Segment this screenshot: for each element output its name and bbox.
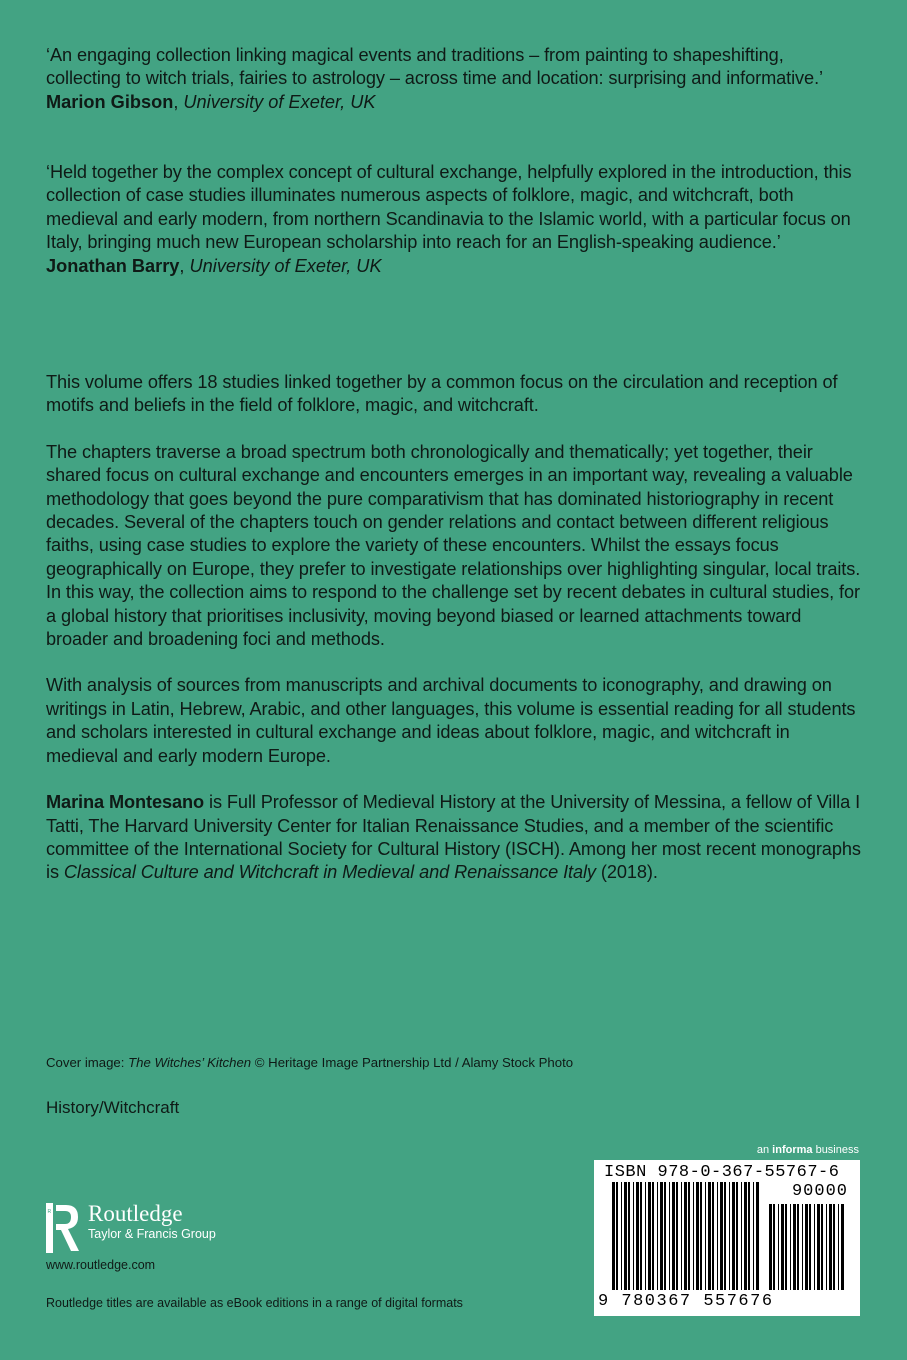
- author-name: Marina Montesano: [46, 792, 205, 813]
- publisher-group: Taylor & Francis Group: [88, 1227, 216, 1241]
- ean-bars: [612, 1182, 762, 1294]
- publisher-website[interactable]: www.routledge.com: [46, 1258, 156, 1272]
- barcode-bar: [645, 1182, 646, 1290]
- barcode-bar: [616, 1182, 618, 1290]
- isbn-number: ISBN 978-0-367-55767-6: [604, 1163, 840, 1182]
- barcode-bar: [684, 1182, 687, 1290]
- barcode-bar: [672, 1182, 675, 1290]
- credit-label: Cover image:: [46, 1055, 129, 1070]
- barcode-bar: [841, 1204, 844, 1290]
- book-description: [46, 371, 861, 885]
- informa-bold: informa: [772, 1144, 813, 1156]
- barcode-bar: [621, 1182, 622, 1290]
- barcode-bar: [705, 1182, 706, 1290]
- description-paragraph-2: The chapters traverse a broad spectrum both chronologically and thematically; yet together, their shared focus on cultural exchange and encounters emerges in an important way, revealing a valuable methodology that goes beyond the pure comparativism that has dominated historiography in recent decades. Several of the chapters touch on gender relations and contact between different religious faiths, using case studies to explore the variety of these encounters. Whilst the essays focus geographically on Europe, they prefer to investigate relationships over highlighting singular, local traits. In this way, the collection aims to respond to the challenge set by recent debates in cultural studies, for a global history that prioritises inclusivity, moving beyond biased or learned attachments toward broader and broadening foci and methods.: [46, 441, 861, 650]
- barcode-bar: [633, 1182, 634, 1290]
- barcode-bar: [809, 1204, 811, 1290]
- barcode-bar: [769, 1204, 772, 1290]
- barcode-bar: [628, 1182, 630, 1290]
- isbn-barcode: [594, 1160, 860, 1316]
- quote-text: ‘Held together by the complex concept of cultural exchange, helpfully explored in the introduction, this collection of case studies illuminates numerous aspects of folklore, magic, and witchcraft, both medieval and early modern, from northern Scandinavia to the Islamic world, with a particular focus on Italy, bringing much new European scholarship into reach for an English-speaking audience.’: [46, 162, 852, 253]
- barcode-bar: [790, 1204, 791, 1290]
- barcode-bar: [720, 1182, 723, 1290]
- barcode-bar: [741, 1182, 742, 1290]
- author-bio-text: is Full Professor of Medieval History at the University of Messina, a fellow of Villa I Tatti, The Harvard University Center for Italian Renaissance Studies, and a member of the scientific committee of the International Society for Cultural History (ISCH). Among her most recent monographs is: [46, 792, 861, 883]
- quote-attribution: Marion Gibson, University of Exeter, UK: [46, 91, 376, 112]
- barcode-bar: [773, 1204, 775, 1290]
- review-quote-2: [46, 161, 861, 278]
- barcode-bar: [624, 1182, 627, 1290]
- informa-prefix: an: [756, 1144, 773, 1156]
- barcode-bar: [681, 1182, 682, 1290]
- barcode-bar: [657, 1182, 658, 1290]
- reviewer-affiliation: University of Exeter, UK: [189, 255, 382, 276]
- review-quote-1: [46, 44, 861, 114]
- description-paragraph-1: This volume offers 18 studies linked together by a common focus on the circulation and reception of motifs and beliefs in the field of folklore, magic, and witchcraft.: [46, 372, 838, 416]
- barcode-bar: [753, 1182, 754, 1290]
- barcode-bar: [748, 1182, 750, 1290]
- barcode-bar: [802, 1204, 803, 1290]
- barcode-bar: [664, 1182, 666, 1290]
- barcode-bar: [648, 1182, 651, 1290]
- informa-business: [757, 1144, 859, 1156]
- subject-category: History/Witchcraft: [46, 1098, 180, 1117]
- addon-bars: [769, 1204, 844, 1294]
- barcode-bar: [696, 1182, 699, 1290]
- barcode-bar: [805, 1204, 808, 1290]
- barcode-bar: [708, 1182, 711, 1290]
- barcode-bar: [778, 1204, 779, 1290]
- routledge-logo: [46, 1203, 266, 1255]
- barcode-bar: [724, 1182, 726, 1290]
- informa-suffix: business: [812, 1144, 859, 1156]
- credit-title: The Witches’ Kitchen: [128, 1055, 252, 1070]
- barcode-bar: [797, 1204, 799, 1290]
- barcode-bar: [712, 1182, 714, 1290]
- barcode-bar: [612, 1182, 615, 1290]
- barcode-bar: [652, 1182, 654, 1290]
- barcode-bar: [729, 1182, 730, 1290]
- barcode-bar: [736, 1182, 738, 1290]
- ean-digits: 9 780367 557676: [598, 1292, 774, 1311]
- barcode-bar: [814, 1204, 815, 1290]
- barcode-bar: [817, 1204, 820, 1290]
- barcode-bar: [785, 1204, 787, 1290]
- publisher-name: Routledge: [88, 1201, 183, 1226]
- quote-attribution: Jonathan Barry, University of Exeter, UK: [46, 255, 382, 276]
- quote-text: ‘An engaging collection linking magical events and traditions – from painting to shapeshifting, collecting to witch trials, fairies to astrology – across time and location: surprising and informative.’: [46, 45, 823, 89]
- barcode-bar: [669, 1182, 670, 1290]
- barcode-bar: [693, 1182, 694, 1290]
- cover-credit: [46, 1054, 861, 1071]
- description-paragraph-3: With analysis of sources from manuscripts and archival documents to iconography, and drawing on writings in Latin, Hebrew, Arabic, and other languages, this volume is essential reading for all students and scholars interested in cultural exchange and ideas about folklore, magic, and witchcraft in medieval and early modern Europe.: [46, 675, 856, 766]
- barcode-bar: [821, 1204, 823, 1290]
- barcode-bar: [640, 1182, 642, 1290]
- barcode-bar: [826, 1204, 827, 1290]
- ebook-note: Routledge titles are available as eBook editions in a range of digital formats: [46, 1296, 463, 1310]
- reviewer-affiliation: University of Exeter, UK: [183, 91, 376, 112]
- routledge-r-icon: [46, 1203, 80, 1253]
- author-bio: [46, 791, 861, 885]
- credit-rest: © Heritage Image Partnership Ltd / Alamy Stock Photo: [251, 1055, 574, 1070]
- reviewer-name: Marion Gibson: [46, 91, 174, 112]
- svg-text:R: R: [47, 1209, 52, 1215]
- barcode-bar: [636, 1182, 639, 1290]
- barcode-bar: [833, 1204, 835, 1290]
- barcode-bar: [838, 1204, 839, 1290]
- barcode-bar: [793, 1204, 796, 1290]
- barcode-bar: [676, 1182, 678, 1290]
- barcode-bar: [688, 1182, 690, 1290]
- barcode-bar: [732, 1182, 735, 1290]
- book-title: Classical Culture and Witchcraft in Medieval and Renaissance Italy: [63, 862, 596, 883]
- book-year: (2018).: [595, 862, 658, 883]
- price-code: 90000: [791, 1182, 848, 1201]
- barcode-bar: [717, 1182, 718, 1290]
- reviewer-name: Jonathan Barry: [46, 255, 180, 276]
- barcode-bar: [660, 1182, 663, 1290]
- barcode-bar: [744, 1182, 747, 1290]
- barcode-bar: [700, 1182, 702, 1290]
- barcode-bar: [781, 1204, 784, 1290]
- barcode-bar: [756, 1182, 759, 1290]
- barcode-bar: [829, 1204, 832, 1290]
